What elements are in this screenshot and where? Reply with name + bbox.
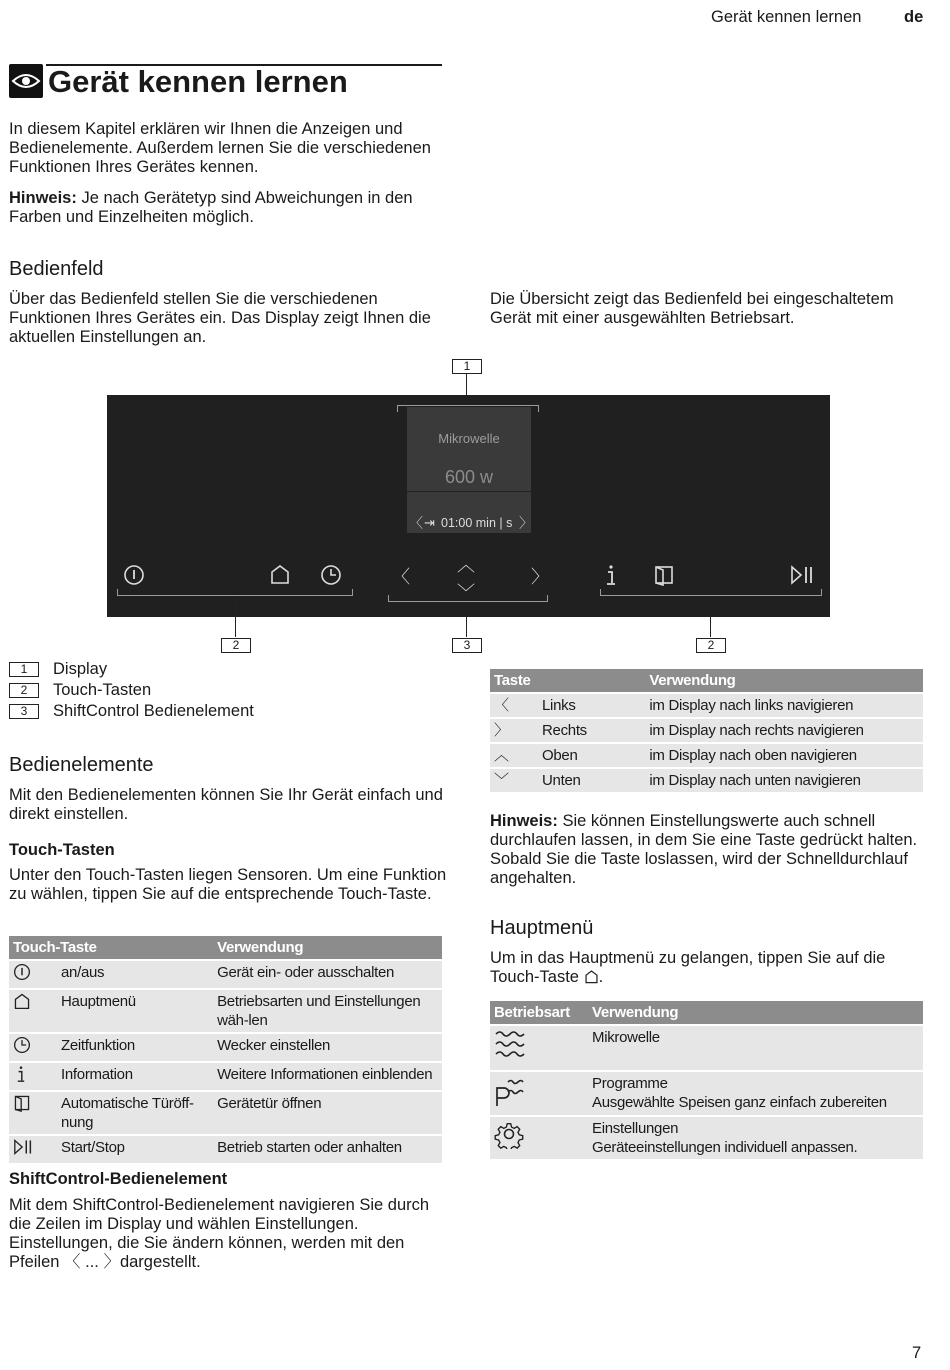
display xyxy=(407,407,531,533)
programs-icon xyxy=(490,1071,588,1116)
table-cell: im Display nach rechts navigieren xyxy=(645,718,923,743)
play-pause-icon xyxy=(9,1135,57,1163)
table-cell: Betriebsarten und Einstellungen wäh-len xyxy=(213,989,442,1033)
legend-number: 2 xyxy=(9,683,39,698)
taste-table xyxy=(490,669,923,792)
chevron-left-icon: 〈 xyxy=(490,693,538,718)
shift-down-icon[interactable]: ﹀ xyxy=(457,583,475,603)
hauptmenu-text-end: . xyxy=(598,968,604,986)
hauptmenu-table xyxy=(490,1001,923,1159)
power-icon xyxy=(9,960,57,989)
table-cell: Start/Stop xyxy=(57,1135,213,1163)
table-row xyxy=(9,1091,442,1135)
mode-desc: Geräteeinstellungen individuell anpassen. xyxy=(592,1139,858,1156)
table-cell: Rechts xyxy=(538,718,645,743)
display-left-arrow-icon: 〈 xyxy=(409,515,423,531)
table-row xyxy=(490,718,923,743)
bedienfeld-right-text: Die Übersicht zeigt das Bedienfeld bei eingeschaltetem Gerät mit einer ausgewählten Betriebsart. xyxy=(490,290,894,327)
table-header: Betriebsart xyxy=(490,1001,588,1025)
mode-desc: Ausgewählte Speisen ganz einfach zubereiten xyxy=(592,1094,887,1111)
table-cell: Weitere Informationen einblenden xyxy=(213,1062,442,1091)
language-tag: de xyxy=(904,8,924,26)
section-heading-bedienfeld: Bedienfeld xyxy=(9,258,104,280)
table-cell: im Display nach links navigieren xyxy=(645,693,923,718)
table-row xyxy=(9,960,442,989)
table-header: Touch-Taste xyxy=(9,936,213,960)
touch-keys-table xyxy=(9,936,442,1163)
running-header: Gerät kennen lernen xyxy=(711,8,862,26)
door-icon[interactable] xyxy=(653,564,675,586)
display-time: 01:00 min | s xyxy=(441,516,513,530)
legend-number: 1 xyxy=(9,662,39,677)
hint-schnelldurchlauf xyxy=(490,812,930,888)
callout-line xyxy=(235,597,236,637)
right-keys-bracket xyxy=(600,589,822,596)
home-icon[interactable] xyxy=(269,563,291,585)
table-cell: Wecker einstellen xyxy=(213,1033,442,1062)
table-cell: Betrieb starten oder anhalten xyxy=(213,1135,442,1163)
bedienfeld-left-text: Über das Bedienfeld stellen Sie die verschiedenen Funktionen Ihres Gerätes ein. Das Display zeigt Ihnen die aktuellen Einstellungen an. xyxy=(9,290,431,346)
display-right-arrow-icon: 〉 xyxy=(519,515,533,531)
legend-item xyxy=(9,702,254,723)
intro-hint xyxy=(9,189,449,227)
table-cell: im Display nach oben navigieren xyxy=(645,743,923,768)
table-cell: Automatische Türöff-nung xyxy=(57,1091,213,1135)
home-icon xyxy=(9,989,57,1033)
hint-text: Sie können Einstellungswerte auch schnell durchlaufen lassen, in dem Sie eine Taste gedrückt halten. Sobald Sie die Taste loslassen, wird der Schnelldurchlauf angehalten. xyxy=(490,812,918,887)
legend-label: Touch-Tasten xyxy=(53,681,152,699)
table-row xyxy=(490,1025,923,1071)
table-cell: Links xyxy=(538,693,645,718)
hauptmenu-text-body: Um in das Hauptmenü zu gelangen, tippen Sie auf die Touch-Taste xyxy=(490,949,886,986)
table-cell: Hauptmenü xyxy=(57,989,213,1033)
table-cell xyxy=(588,1025,923,1071)
mode-name: Programme xyxy=(592,1075,668,1092)
display-divider xyxy=(407,491,531,492)
mode-name: Mikrowelle xyxy=(592,1029,660,1046)
touch-text: Unter den Touch-Tasten liegen Sensoren. Um eine Funktion zu wählen, tippen Sie auf die entsprechende Touch-Taste. xyxy=(9,866,447,903)
info-icon xyxy=(9,1062,57,1091)
table-row xyxy=(9,1033,442,1062)
callout-line xyxy=(710,601,711,637)
table-row xyxy=(9,989,442,1033)
table-header: Verwendung xyxy=(645,669,923,693)
microwave-icon xyxy=(490,1025,588,1071)
display-power: 600 w xyxy=(444,467,494,487)
table-row xyxy=(9,1135,442,1163)
table-header: Verwendung xyxy=(213,936,442,960)
legend-label: Display xyxy=(53,660,108,678)
hint-label: Hinweis: xyxy=(490,812,558,830)
table-header-row xyxy=(9,936,442,960)
table-row xyxy=(490,768,923,792)
bedienelemente-text: Mit den Bedienelementen können Sie Ihr Gerät einfach und direkt einstellen. xyxy=(9,786,443,823)
mode-name: Einstellungen xyxy=(592,1120,679,1137)
eye-icon xyxy=(9,64,43,98)
callout-2-left: 2 xyxy=(221,638,251,653)
home-icon xyxy=(584,969,599,989)
display-mode: Mikrowelle xyxy=(438,431,500,446)
table-cell: an/aus xyxy=(57,960,213,989)
chevron-up-icon: ︿ xyxy=(490,743,538,768)
shift-text: Mit dem ShiftControl-Bedienelement navigieren Sie durch die Zeilen im Display und wählen Einstellungen. Einstellungen, die Sie ändern können, werden mit den Pfeilen 〈 ... 〉dargestellt. xyxy=(9,1196,430,1271)
table-row xyxy=(490,693,923,718)
legend-number: 3 xyxy=(9,704,39,719)
table-cell: Oben xyxy=(538,743,645,768)
legend-label: ShiftControl Bedienelement xyxy=(53,702,254,720)
callout-3: 3 xyxy=(452,638,482,653)
table-cell: Information xyxy=(57,1062,213,1091)
hint-text: Je nach Gerätetyp sind Abweichungen in den Farben und Einzelheiten möglich. xyxy=(9,189,413,226)
gear-icon xyxy=(490,1116,588,1159)
subheading-shiftcontrol: ShiftControl-Bedienelement xyxy=(9,1170,228,1188)
clock-icon xyxy=(9,1033,57,1062)
table-row xyxy=(9,1062,442,1091)
info-icon[interactable] xyxy=(601,564,621,586)
shift-up-icon[interactable]: ︿ xyxy=(457,555,475,575)
callout-line xyxy=(466,603,467,637)
page-number: 7 xyxy=(912,1344,922,1362)
chevron-right-icon: 〉 xyxy=(490,718,538,743)
shift-right-icon[interactable]: 〉 xyxy=(531,567,549,587)
table-header-row xyxy=(490,669,923,693)
hauptmenu-text xyxy=(490,949,930,989)
callout-2-right: 2 xyxy=(696,638,726,653)
shift-bracket xyxy=(388,595,548,602)
table-row xyxy=(490,743,923,768)
section-heading-bedienelemente: Bedienelemente xyxy=(9,754,154,776)
legend xyxy=(9,660,254,723)
section-heading-hauptmenu: Hauptmenü xyxy=(490,917,594,939)
door-icon xyxy=(9,1091,57,1135)
table-row xyxy=(490,1116,923,1159)
table-cell: Gerätetür öffnen xyxy=(213,1091,442,1135)
table-cell: Zeitfunktion xyxy=(57,1033,213,1062)
timer-end-icon: ⇥ xyxy=(424,515,435,530)
legend-item xyxy=(9,660,254,681)
page-title: Gerät kennen lernen xyxy=(48,64,348,99)
shift-left-icon[interactable]: 〈 xyxy=(392,567,410,587)
play-pause-icon[interactable] xyxy=(790,564,814,586)
table-header: Taste xyxy=(490,669,645,693)
table-header: Verwendung xyxy=(588,1001,923,1025)
table-cell xyxy=(588,1071,923,1116)
table-cell: Gerät ein- oder ausschalten xyxy=(213,960,442,989)
subheading-touch-tasten: Touch-Tasten xyxy=(9,841,115,859)
intro-paragraph: In diesem Kapitel erklären wir Ihnen die Anzeigen und Bedienelemente. Außerdem lernen Sie die verschiedenen Funktionen Ihres Gerätes kennen. xyxy=(9,120,431,176)
callout-1: 1 xyxy=(452,359,482,374)
left-keys-bracket xyxy=(117,589,353,596)
chevron-down-icon: ﹀ xyxy=(490,768,538,792)
legend-item xyxy=(9,681,254,702)
clock-icon[interactable] xyxy=(320,564,342,586)
hint-label: Hinweis: xyxy=(9,189,77,207)
control-panel xyxy=(107,395,830,617)
table-cell: im Display nach unten navigieren xyxy=(645,768,923,792)
table-header-row xyxy=(490,1001,923,1025)
table-cell: Unten xyxy=(538,768,645,792)
table-cell xyxy=(588,1116,923,1159)
table-row xyxy=(490,1071,923,1116)
power-icon[interactable] xyxy=(123,564,145,586)
